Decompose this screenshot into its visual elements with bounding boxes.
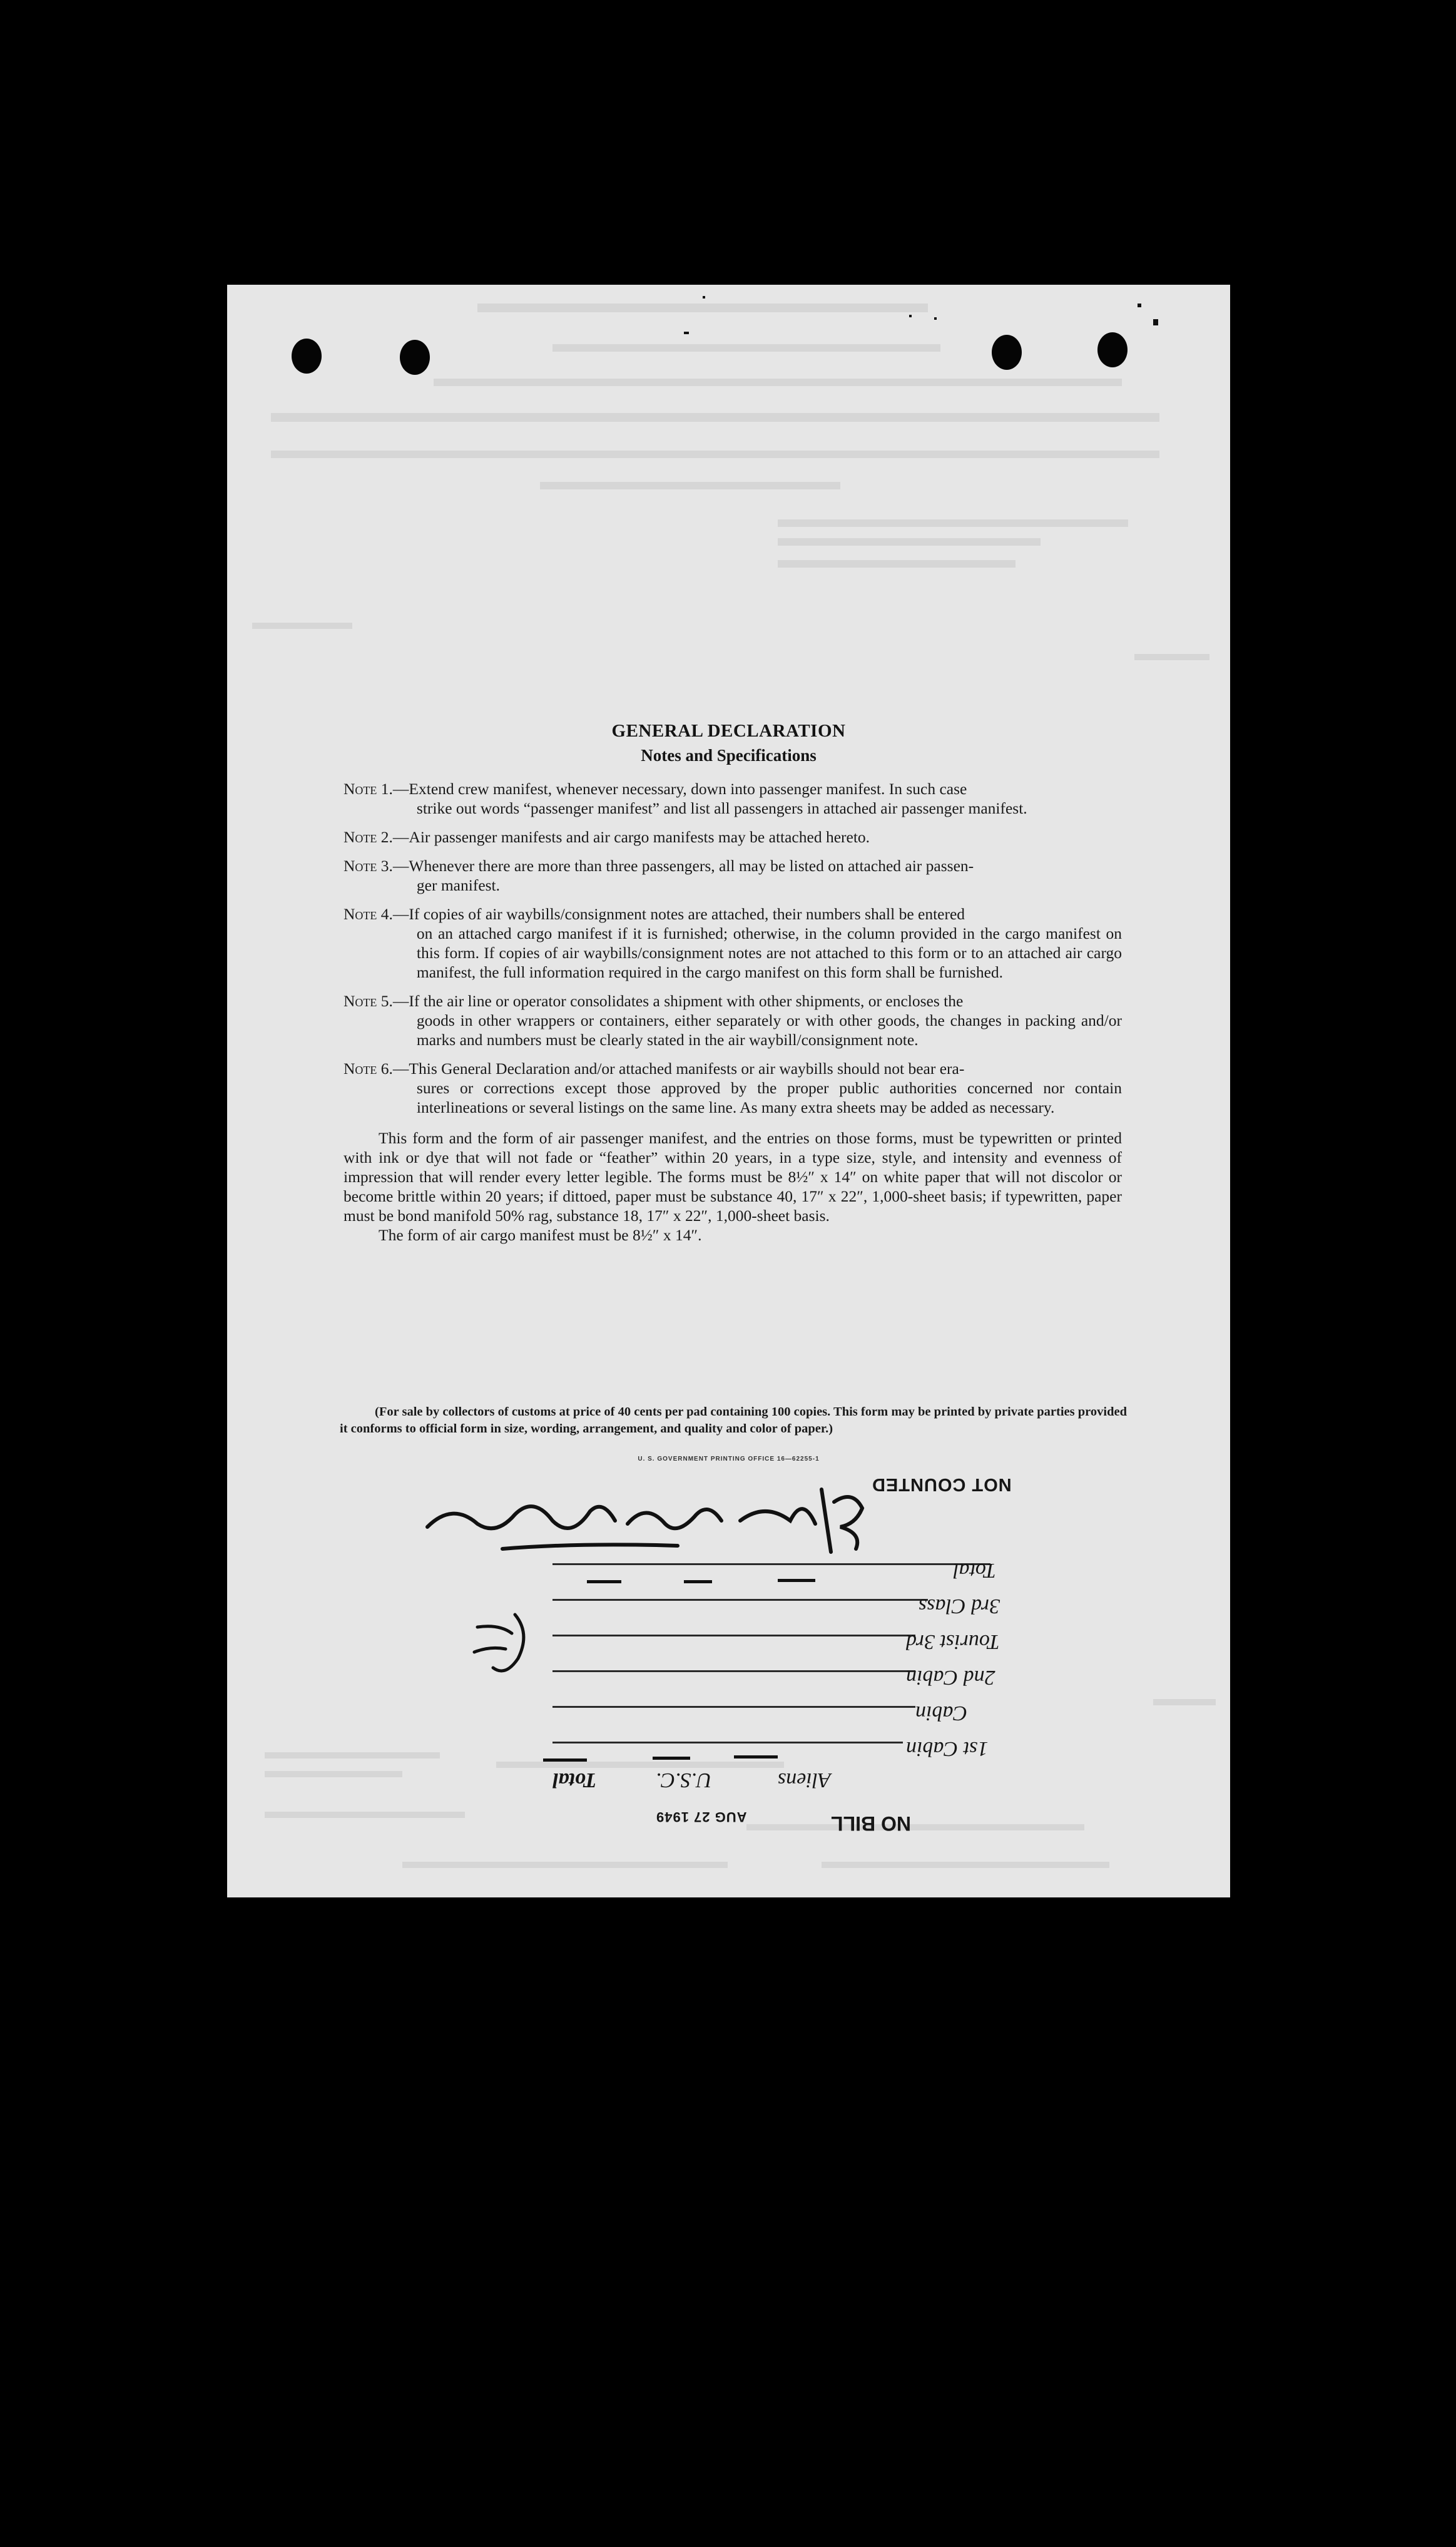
- note-text-first: —Whenever there are more than three passengers, all may be listed on attached air passen-: [392, 857, 974, 875]
- total-dash-2: [684, 1580, 712, 1583]
- column-label-usc: U.S.C.: [656, 1769, 712, 1792]
- col-dash-3: [734, 1755, 778, 1758]
- class-line-total: [552, 1563, 990, 1565]
- class-label-2nd: 2nd Cabin: [906, 1666, 995, 1689]
- printer-imprint: U. S. GOVERNMENT PRINTING OFFICE 16—62255-1: [638, 1456, 820, 1462]
- note-text-rest: goods in other wrappers or containers, either separately or with other goods, the changes in packing and/or marks and numbers must be clearly stated in the air waybill/consignment note.: [416, 1011, 1122, 1049]
- total-dash-1: [587, 1580, 621, 1583]
- note-label: Note 5.: [344, 992, 393, 1010]
- class-line-tourist: [552, 1635, 915, 1636]
- column-label-aliens: Aliens: [778, 1769, 831, 1792]
- date-stamp: AUG 27 1949: [656, 1809, 747, 1825]
- no-bill-stamp: NO BILL: [831, 1812, 911, 1835]
- handwritten-count: [415, 1477, 884, 1558]
- class-label-total: Total: [953, 1559, 996, 1582]
- note-label: Note 3.: [344, 857, 393, 875]
- note-5: [344, 991, 1122, 1049]
- handwritten-initials: [468, 1608, 537, 1683]
- total-dash-3: [778, 1579, 815, 1582]
- cargo-manifest-size-paragraph: The form of air cargo manifest must be 8½″ x 14″.: [379, 1226, 702, 1244]
- document-page: [227, 285, 1230, 1897]
- note-label: Note 1.: [344, 780, 393, 798]
- note-label: Note 2.: [344, 828, 393, 846]
- note-label: Note 6.: [344, 1059, 393, 1078]
- class-label-tourist: Tourist 3rd: [906, 1630, 1000, 1653]
- note-text-first: —Extend crew manifest, whenever necessary, down into passenger manifest. In such case: [392, 780, 967, 798]
- class-line-3rd: [552, 1599, 928, 1601]
- note-text-rest: ger manifest.: [416, 876, 501, 894]
- form-requirements-paragraph: This form and the form of air passenger manifest, and the entries on those forms, must be typewritten or printed with ink or dye that will not fade or “feather” within 20 years, in a type size, style, and intensity and evenness of impression that will render every letter legible. The forms must be 8½″ x 14″ on white paper that will not discolor or become brittle within 20 years; if dittoed, paper must be substance 40, 17″ x 22″, 1,000-sheet basis; if typewritten, paper must be bond manifold 50% rag, substance 18, 17″ x 22″, 1,000-sheet basis.: [344, 1129, 1122, 1225]
- col-dash-2: [653, 1757, 690, 1760]
- class-line-1st: [552, 1742, 903, 1743]
- class-label-3rd: 3rd Class: [919, 1595, 1000, 1618]
- note-text-rest: on an attached cargo manifest if it is furnished; otherwise, in the column provided in the cargo manifest on this form. If copies of air waybills/consignment notes are not attached to this form or to an attached air cargo manifest, the full information required in the cargo manifest on this form shall be furnished.: [416, 924, 1122, 981]
- note-text-first: —This General Declaration and/or attached manifests or air waybills should not bear era-: [392, 1059, 965, 1078]
- note-text-rest: strike out words “passenger manifest” and list all passengers in attached air passenger manifest.: [416, 799, 1027, 817]
- notes-section: [344, 779, 1122, 1245]
- page-subtitle: Notes and Specifications: [641, 746, 817, 765]
- note-2: [344, 827, 1122, 847]
- class-label-1st: 1st Cabin: [906, 1737, 989, 1760]
- page-title: GENERAL DECLARATION: [611, 721, 846, 741]
- col-dash-1: [543, 1758, 587, 1762]
- note-text-rest: sures or corrections except those approved by the proper public authorities concerned nor contain interlineations or several listings on the same line. As many extra sheets may be added as necessary.: [416, 1079, 1122, 1116]
- not-counted-stamp: NOT COUNTED: [872, 1474, 1012, 1494]
- note-4: [344, 904, 1122, 982]
- note-label: Note 4.: [344, 905, 393, 923]
- note-text-first: —If copies of air waybills/consignment notes are attached, their numbers shall be entered: [392, 905, 965, 923]
- class-label-cabin: Cabin: [915, 1702, 968, 1725]
- note-text-first: —Air passenger manifests and air cargo manifests may be attached hereto.: [392, 828, 870, 846]
- sale-notice: (For sale by collectors of customs at price of 40 cents per pad containing 100 copies. This form may be printed by private parties provided it conforms to official form in size, wording, arrangement, and quality and color of paper.): [340, 1405, 1127, 1436]
- note-1: [344, 779, 1122, 818]
- note-text-first: —If the air line or operator consolidates a shipment with other shipments, or encloses the: [392, 992, 964, 1010]
- class-line-2nd: [552, 1670, 915, 1672]
- column-label-total: Total: [552, 1769, 597, 1792]
- note-3: [344, 856, 1122, 895]
- note-6: [344, 1059, 1122, 1117]
- class-line-cabin: [552, 1706, 915, 1708]
